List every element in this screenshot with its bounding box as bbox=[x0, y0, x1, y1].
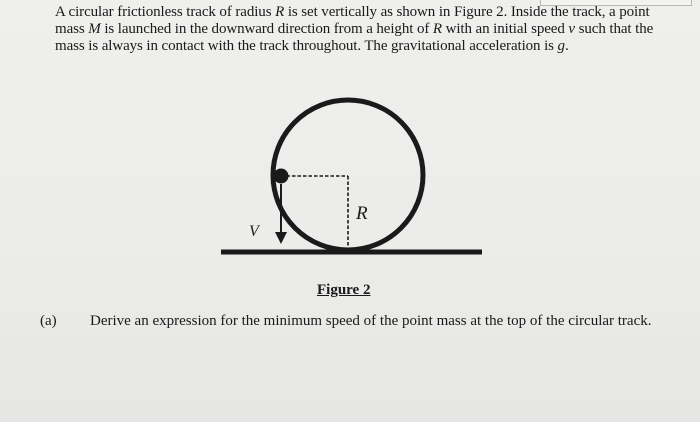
figure-caption: Figure 2 bbox=[317, 282, 371, 298]
intro-text-6: . bbox=[564, 38, 569, 55]
intro-text-5: such that the mass is always in contact with the track throughout. The gravitational acceleration is bbox=[55, 21, 654, 55]
radius-label: R bbox=[356, 203, 368, 224]
mass-symbol: M bbox=[88, 21, 101, 38]
intro-text-1: A circular frictionless track of radius bbox=[55, 4, 276, 20]
gravity-symbol: g bbox=[557, 38, 565, 55]
figure-2-diagram bbox=[215, 88, 490, 263]
intro-text-3: is launched in the downward direction from a height of bbox=[100, 21, 433, 38]
velocity-label: V bbox=[249, 223, 259, 240]
velocity-arrowhead bbox=[275, 232, 287, 244]
circular-track-diagram bbox=[215, 88, 490, 263]
question-text: Derive an expression for the minimum speed of the point mass at the top of the circular track. bbox=[90, 313, 652, 329]
question-label: (a) bbox=[40, 313, 57, 329]
height-symbol: R bbox=[432, 21, 442, 38]
speed-symbol: v bbox=[568, 21, 575, 38]
radius-symbol: R bbox=[275, 4, 285, 20]
intro-text-4: with an initial speed bbox=[441, 21, 569, 38]
intro-text-2: is set vertically as shown in Figure 2. Inside the track, a point mass bbox=[55, 4, 650, 38]
problem-statement bbox=[55, 4, 661, 56]
point-mass bbox=[274, 169, 289, 184]
